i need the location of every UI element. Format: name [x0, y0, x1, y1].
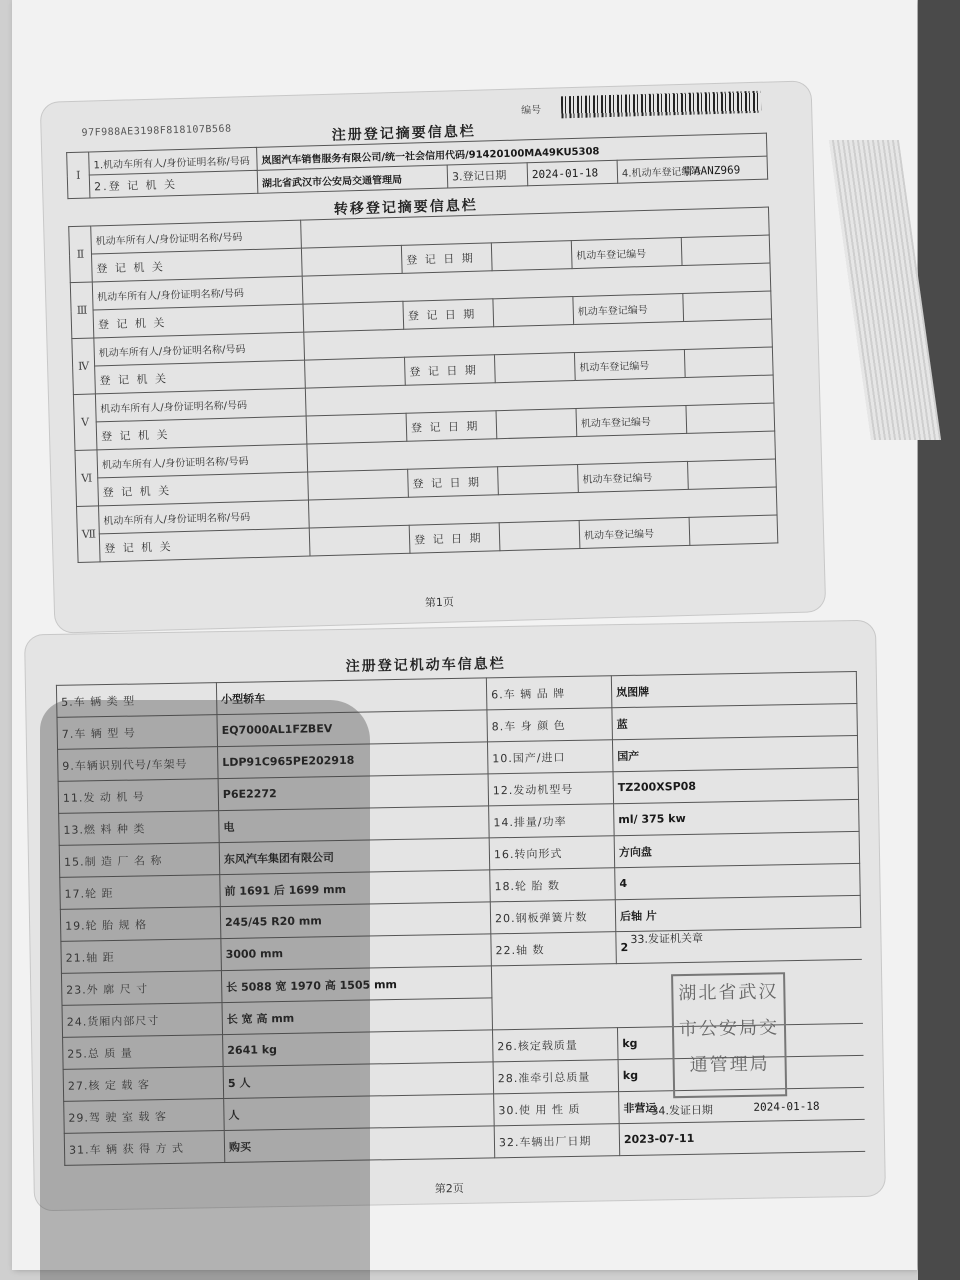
field-value: 2023-07-11: [619, 1119, 865, 1155]
transfer-regno-label: 机动车登记编号: [573, 293, 684, 324]
row-roman: Ⅶ: [77, 506, 101, 563]
field-label: 6.车 辆 品 牌: [486, 676, 612, 710]
field-label: 7.车 辆 型 号: [57, 715, 218, 750]
transfer-regno-label: 机动车登记编号: [576, 405, 687, 436]
field-label: 5.车 辆 类 型: [56, 683, 217, 718]
transfer-owner-label: 机动车所有人/身份证明名称/号码: [99, 500, 310, 534]
field-label: 26.核定载质量: [493, 1028, 619, 1062]
field-label: 11.发 动 机 号: [58, 779, 219, 814]
transfer-date-value: [494, 353, 575, 383]
field-value: EQ7000AL1FZBEV: [217, 710, 488, 747]
field-value: 2: [616, 927, 862, 963]
stamp-text: 湖北省武汉市公安局交通管理局: [678, 981, 780, 1076]
regno-label: 4.机动车登记编号: [617, 156, 768, 183]
page-number-2: 第2页: [434, 1181, 464, 1196]
field-label: 21.轴 距: [61, 939, 222, 974]
transfer-owner-label: 机动车所有人/身份证明名称/号码: [92, 276, 303, 310]
field-label: 30.使 用 性 质: [494, 1092, 620, 1126]
authority-label: 2.登 记 机 关: [89, 170, 258, 198]
field-value: ml/ 375 kw: [614, 799, 860, 835]
field-label: 23.外 廓 尺 寸: [61, 971, 222, 1006]
transfer-regno-value: [689, 515, 778, 545]
field-label: [491, 964, 617, 998]
owner-value: 岚图汽车销售服务有限公司/统一社会信用代码/91420100MA49KU5308: [257, 133, 767, 170]
field-label: 28.准牵引总质量: [493, 1060, 619, 1094]
transfer-date-label: 登 记 日 期: [408, 467, 499, 498]
transfer-date-label: 登 记 日 期: [406, 411, 497, 442]
date-label: 3.登记日期: [447, 163, 528, 188]
field-label: [492, 996, 618, 1030]
field-value: 4: [615, 863, 861, 899]
field-value: 245/45 R20 mm: [220, 902, 491, 939]
transfer-date-value: [493, 297, 574, 327]
row-roman: Ⅳ: [72, 338, 96, 395]
field-label: 9.车辆识别代号/车架号: [58, 747, 219, 782]
page-number-1: 第1页: [424, 595, 455, 610]
transfer-authority-label: 登 记 机 关: [91, 248, 302, 282]
transfer-date-label: 登 记 日 期: [409, 523, 500, 554]
field-value: 电: [219, 806, 490, 843]
field-label: 27.核 定 载 客: [63, 1067, 224, 1102]
field-value: 长 宽 高 mm: [222, 998, 493, 1035]
transfer-regno-label: 机动车登记编号: [574, 349, 685, 380]
field-label: 8.车 身 颜 色: [487, 708, 613, 742]
issuer-stamp: [671, 972, 787, 1098]
transfer-owner-label: 机动车所有人/身份证明名称/号码: [95, 388, 306, 422]
field-label: 31.车 辆 获 得 方 式: [64, 1131, 225, 1166]
field-value: 小型轿车: [216, 678, 487, 715]
field-label: 20.钢板弹簧片数: [490, 900, 616, 934]
field-value: 3000 mm: [221, 934, 492, 971]
field-label: 32.车辆出厂日期: [494, 1124, 620, 1158]
field-value: P6E2272: [218, 774, 489, 811]
certificate-page-2: [25, 621, 885, 1211]
transfer-authority-label: 登 记 机 关: [95, 360, 306, 394]
transfer-authority-value: [308, 469, 409, 500]
field-value: 非营运: [619, 1087, 865, 1123]
field-value: 国产: [612, 735, 858, 771]
field-value: 东风汽车集团有限公司: [219, 838, 490, 875]
field-value: 长 5088 宽 1970 高 1505 mm: [221, 966, 492, 1003]
transfer-owner-label: 机动车所有人/身份证明名称/号码: [97, 444, 308, 478]
row-roman: Ⅲ: [70, 282, 94, 339]
register-summary-table: [66, 133, 768, 200]
row-roman-1: Ⅰ: [67, 152, 90, 199]
transfer-regno-value: [681, 235, 770, 265]
field-label: 14.排量/功率: [489, 804, 615, 838]
field-value: TZ200XSP08: [613, 767, 859, 803]
field-label: 18.轮 胎 数: [490, 868, 616, 902]
transfer-date-value: [496, 409, 577, 439]
transfer-regno-label: 机动车登记编号: [579, 517, 690, 548]
field-label: 25.总 质 量: [63, 1035, 224, 1070]
authority-value: 湖北省武汉市公安局交通管理局: [257, 165, 448, 193]
transfer-regno-value: [684, 347, 773, 377]
field-value: kg: [618, 1055, 864, 1091]
field-label: 12.发动机型号: [488, 772, 614, 806]
issue-date-label: 34.发证日期: [651, 1103, 714, 1118]
barcode: [561, 91, 762, 119]
issue-date-value: 2024-01-18: [753, 1099, 820, 1114]
row-roman: Ⅱ: [69, 226, 93, 283]
field-label: 22.轴 数: [491, 932, 617, 966]
field-value: 人: [224, 1094, 495, 1131]
transfer-authority-value: [309, 525, 410, 556]
transfer-regno-value: [683, 291, 772, 321]
field-label: 24.货厢内部尺寸: [62, 1003, 223, 1038]
field-value: kg: [617, 1023, 863, 1059]
transfer-authority-value: [305, 357, 406, 388]
transfer-owner-label: 机动车所有人/身份证明名称/号码: [91, 220, 302, 254]
field-label: 13.燃 料 种 类: [59, 811, 220, 846]
field-value: 方向盘: [614, 831, 860, 867]
field-label: 17.轮 距: [60, 875, 221, 910]
transfer-authority-value: [306, 413, 407, 444]
transfer-regno-label: 机动车登记编号: [571, 238, 682, 269]
transfer-owner-label: 机动车所有人/身份证明名称/号码: [94, 332, 305, 366]
transfer-regno-value: [686, 403, 775, 433]
field-value: LDP91C965PE202918: [218, 742, 489, 779]
row-roman: Ⅵ: [75, 450, 99, 507]
transfer-authority-label: 登 记 机 关: [99, 528, 310, 562]
field-value: 岚图牌: [611, 671, 857, 707]
field-label: 29.驾 驶 室 载 客: [64, 1099, 225, 1134]
transfer-regno-label: 机动车登记编号: [578, 461, 689, 492]
transfer-date-value: [491, 241, 572, 271]
field-label: 10.国产/进口: [487, 740, 613, 774]
regno-value: 鄂AANZ969: [682, 163, 741, 178]
transfer-summary-title: 转移登记摘要信息栏: [333, 197, 479, 218]
background-edge: [918, 0, 960, 1280]
register-summary-title: 注册登记摘要信息栏: [331, 123, 476, 144]
field-label: 19.轮 胎 规 格: [60, 907, 221, 942]
barcode-label: 编号: [521, 104, 542, 117]
field-label: 15.制 造 厂 名 称: [59, 843, 220, 878]
field-value: 购买: [224, 1126, 495, 1163]
vehicle-info-title: 注册登记机动车信息栏: [345, 656, 506, 675]
transfer-date-value: [499, 520, 580, 550]
field-value: 5 人: [223, 1062, 494, 1099]
transfer-regno-value: [688, 459, 777, 489]
field-value: 蓝: [612, 703, 858, 739]
issuer-label: 33.发证机关章: [630, 931, 704, 946]
serial-code: 97F988AE3198F818107B568: [81, 123, 232, 139]
transfer-authority-label: 登 记 机 关: [98, 472, 309, 506]
field-value: 2641 kg: [223, 1030, 494, 1067]
transfer-date-label: 登 记 日 期: [404, 355, 495, 386]
field-value: 后轴 片: [615, 895, 861, 931]
transfer-date-value: [498, 465, 579, 495]
transfer-date-label: 登 记 日 期: [403, 299, 494, 330]
field-value: 前 1691 后 1699 mm: [220, 870, 491, 907]
transfer-authority-value: [301, 245, 402, 276]
transfer-authority-label: 登 记 机 关: [93, 304, 304, 338]
row-roman: Ⅴ: [73, 394, 97, 451]
transfer-summary-table: [68, 207, 778, 563]
transfer-authority-value: [303, 301, 404, 332]
date-value: 2024-01-18: [527, 160, 618, 186]
transfer-authority-label: 登 记 机 关: [96, 416, 307, 450]
owner-label: 1.机动车所有人/身份证明名称/号码: [89, 147, 258, 175]
certificate-page-1: [41, 81, 825, 632]
field-label: 16.转向形式: [489, 836, 615, 870]
transfer-date-label: 登 记 日 期: [401, 243, 492, 274]
